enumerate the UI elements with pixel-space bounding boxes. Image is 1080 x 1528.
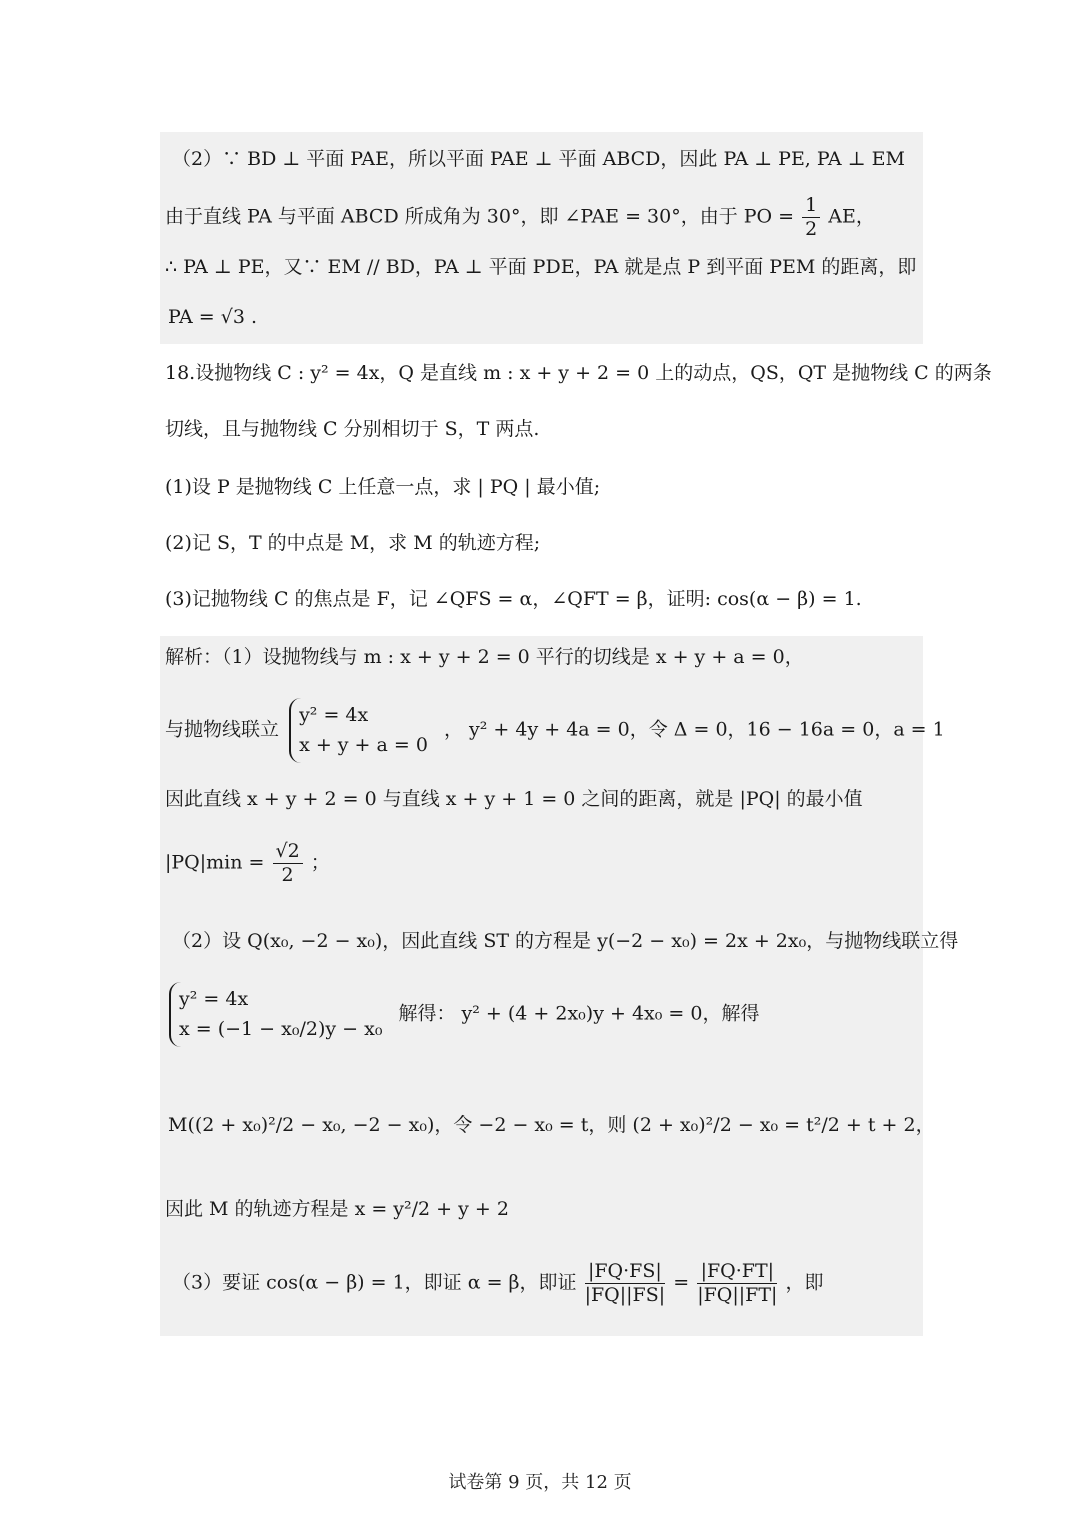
question-3: (3)记抛物线 C 的焦点是 F，记 ∠QFS = α，∠QFT = β，证明: cos(α − β) = 1. — [165, 588, 862, 610]
sec1-line2 — [165, 196, 875, 239]
solution-line6-tail: 解得： y² + (4 + 2x₀)y + 4x₀ = 0，解得 — [398, 1002, 760, 1025]
solution-line9-text: （3）要证 cos(α − β) = 1，即证 α = β，即证 — [172, 1271, 577, 1294]
problem-line2: 切线，且与抛物线 C 分别相切于 S，T 两点. — [165, 418, 540, 440]
page-footer: 试卷第 9 页，共 12 页 — [448, 1472, 632, 1493]
equals-sign: = — [673, 1271, 690, 1294]
solution-line2-tail: ， y² + 4y + 4a = 0，令 Δ = 0，16 − 16a = 0，a = 1 — [443, 718, 945, 741]
solution-line4 — [165, 842, 330, 885]
sec1-line1: （2）∵ BD ⊥ 平面 PAE，所以平面 PAE ⊥ 平面 ABCD，因此 PA ⊥ PE, PA ⊥ EM — [172, 148, 905, 170]
solution-line9-tail: ，即 — [785, 1271, 824, 1294]
solution-line2-label: 与抛物线联立 — [165, 718, 280, 741]
question-1: (1)设 P 是抛物线 C 上任意一点，求 | PQ | 最小值; — [165, 476, 601, 498]
question-2: (2)记 S，T 的中点是 M，求 M 的轨迹方程; — [165, 532, 541, 554]
solution-line9 — [172, 1262, 823, 1305]
pq-min-label: |PQ|min = — [165, 851, 265, 874]
solution-line2 — [165, 698, 945, 763]
pq-min-tail: ； — [310, 851, 330, 874]
sec1-line4: PA = √3 . — [168, 306, 258, 328]
fraction-sqrt2-over-2: $\frac{√2}{2}$ — [273, 842, 303, 885]
fraction-half: $\frac{1}{2}$ — [802, 196, 820, 239]
sec1-line3: ∴ PA ⊥ PE，又∵ EM // BD，PA ⊥ 平面 PDE，PA 就是点 P 到平面 PEM 的距离，即 — [165, 256, 917, 278]
solution-line5: （2）设 Q(x₀, −2 − x₀)，因此直线 ST 的方程是 y(−2 − x₀) = 2x + 2x₀，与抛物线联立得 — [172, 930, 959, 952]
fraction-vector-fs: $\frac{|FQ\cdot FS|}{|FQ||FS|}$ — [584, 1260, 666, 1306]
solution-line3: 因此直线 x + y + 2 = 0 与直线 x + y + 1 = 0 之间的距离，就是 |PQ| 的最小值 — [165, 788, 863, 810]
solution-line6 — [165, 982, 759, 1047]
equation-system-1: y² = 4x x + y + a = 0 — [289, 698, 434, 763]
solution-line1: 解析：（1）设抛物线与 m : x + y + 2 = 0 平行的切线是 x + y + a = 0， — [165, 646, 804, 668]
solution-line8: 因此 M 的轨迹方程是 x = y²/2 + y + 2 — [165, 1198, 509, 1220]
sec1-line2-tail: AE， — [828, 205, 875, 228]
problem-line1: 18.设抛物线 C : y² = 4x，Q 是直线 m : x + y + 2 = 0 上的动点，QS，QT 是抛物线 C 的两条 — [165, 362, 992, 384]
sec1-line2-text: 由于直线 PA 与平面 ABCD 所成角为 30°，即 ∠PAE = 30°，由于 PO = — [165, 205, 795, 228]
fraction-vector-ft: $\frac{|FQ\cdot FT|}{|FQ||FT|}$ — [697, 1260, 778, 1306]
equation-system-2: y² = 4x x = (−1 − x₀/2)y − x₀ — [169, 982, 388, 1047]
solution-line7: M((2 + x₀)²/2 − x₀, −2 − x₀)，令 −2 − x₀ = t，则 (2 + x₀)²/2 − x₀ = t²/2 + t + 2， — [168, 1114, 935, 1136]
